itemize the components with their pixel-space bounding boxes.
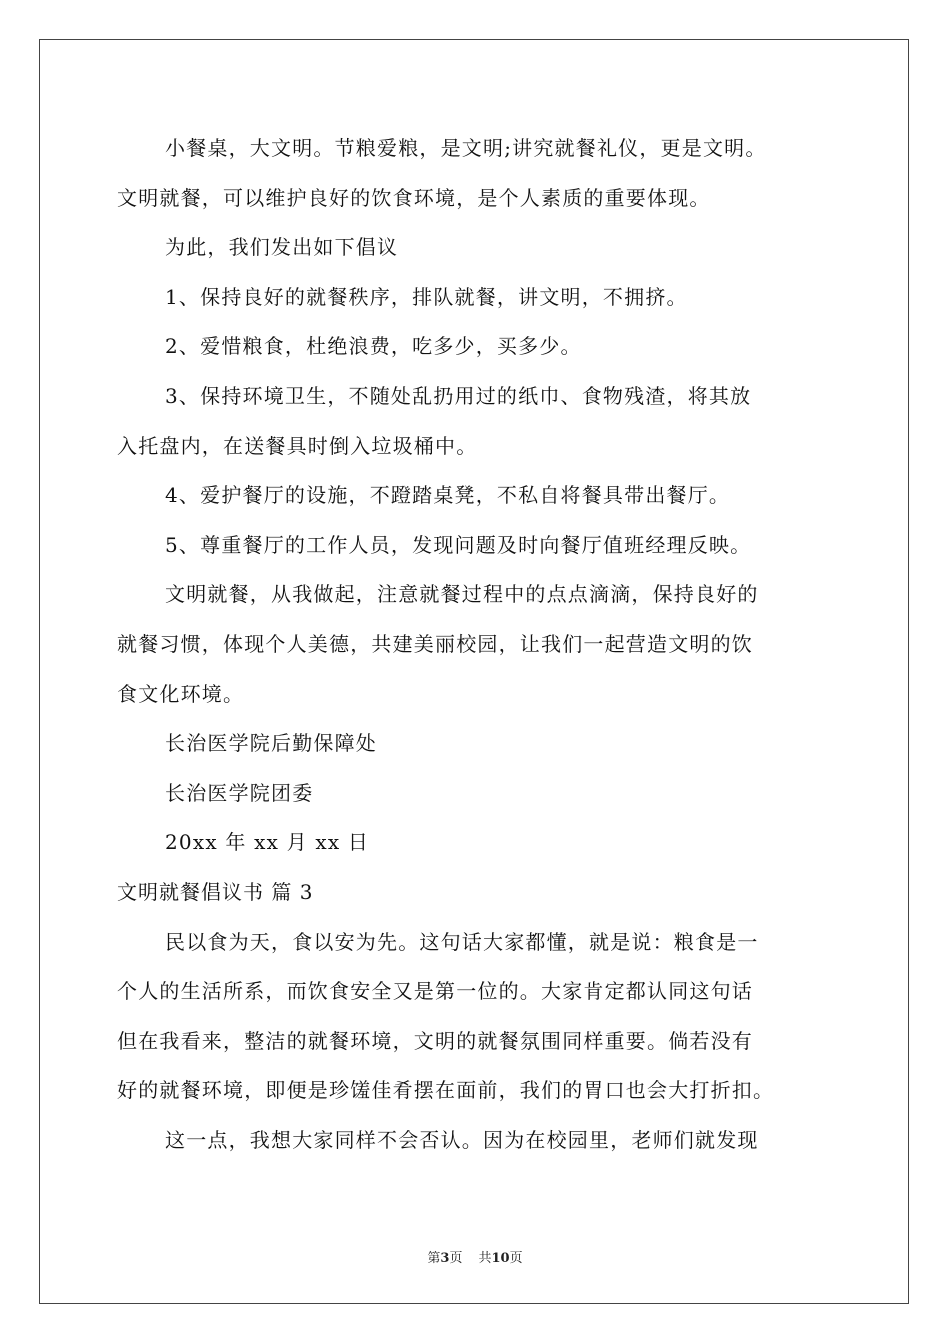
- page-suffix: 页: [449, 1251, 463, 1266]
- signature-org: 长治医学院团委: [165, 780, 314, 805]
- paragraph-line: 好的就餐环境，即便是珍馐佳肴摆在面前，我们的胃口也会大打折扣。: [117, 1078, 775, 1103]
- total-pages: 10: [491, 1251, 510, 1266]
- list-item: 3、保持环境卫生，不随处乱扔用过的纸巾、食物残渣，将其放: [165, 383, 752, 408]
- list-item-continued: 入托盘内，在送餐具时倒入垃圾桶中。: [117, 433, 478, 458]
- paragraph-line: 食文化环境。: [117, 681, 245, 706]
- page-prefix: 第: [427, 1251, 441, 1266]
- total-suffix: 页: [509, 1251, 523, 1266]
- paragraph-line: 个人的生活所系，而饮食安全又是第一位的。大家肯定都认同这句话: [117, 979, 753, 1004]
- list-item: 4、爱护餐厅的设施，不蹬踏桌凳，不私自将餐具带出餐厅。: [165, 483, 731, 508]
- section-heading: 文明就餐倡议书 篇 3: [117, 879, 314, 904]
- signature-date: 20xx 年 xx 月 xx 日: [165, 830, 370, 855]
- paragraph-line: 文明就餐，可以维护良好的饮食环境，是个人素质的重要体现。: [117, 185, 711, 210]
- paragraph-line: 文明就餐，从我做起，注意就餐过程中的点点滴滴，保持良好的: [165, 582, 759, 607]
- page-number: 3: [440, 1251, 450, 1266]
- list-item: 5、尊重餐厅的工作人员，发现问题及时向餐厅值班经理反映。: [165, 532, 752, 557]
- list-item: 2、爱惜粮食，杜绝浪费，吃多少，买多少。: [165, 334, 582, 359]
- paragraph-line: 民以食为天，食以安为先。这句话大家都懂，就是说：粮食是一: [165, 929, 759, 954]
- page-footer: [0, 1247, 950, 1266]
- paragraph-line: 这一点，我想大家同样不会否认。因为在校园里，老师们就发现: [165, 1127, 759, 1152]
- list-item: 1、保持良好的就餐秩序，排队就餐，讲文明，不拥挤。: [165, 284, 688, 309]
- paragraph-line: 但在我看来，整洁的就餐环境，文明的就餐氛围同样重要。倘若没有: [117, 1028, 753, 1053]
- paragraph-line: 就餐习惯，体现个人美德，共建美丽校园，让我们一起营造文明的饮: [117, 631, 753, 656]
- paragraph-line: 为此，我们发出如下倡议: [165, 235, 399, 260]
- signature-org: 长治医学院后勤保障处: [165, 731, 377, 756]
- document-body: [117, 124, 837, 1165]
- paragraph-line: 小餐桌，大文明。节粮爱粮，是文明;讲究就餐礼仪，更是文明。: [165, 136, 767, 160]
- total-prefix: 共: [478, 1251, 492, 1266]
